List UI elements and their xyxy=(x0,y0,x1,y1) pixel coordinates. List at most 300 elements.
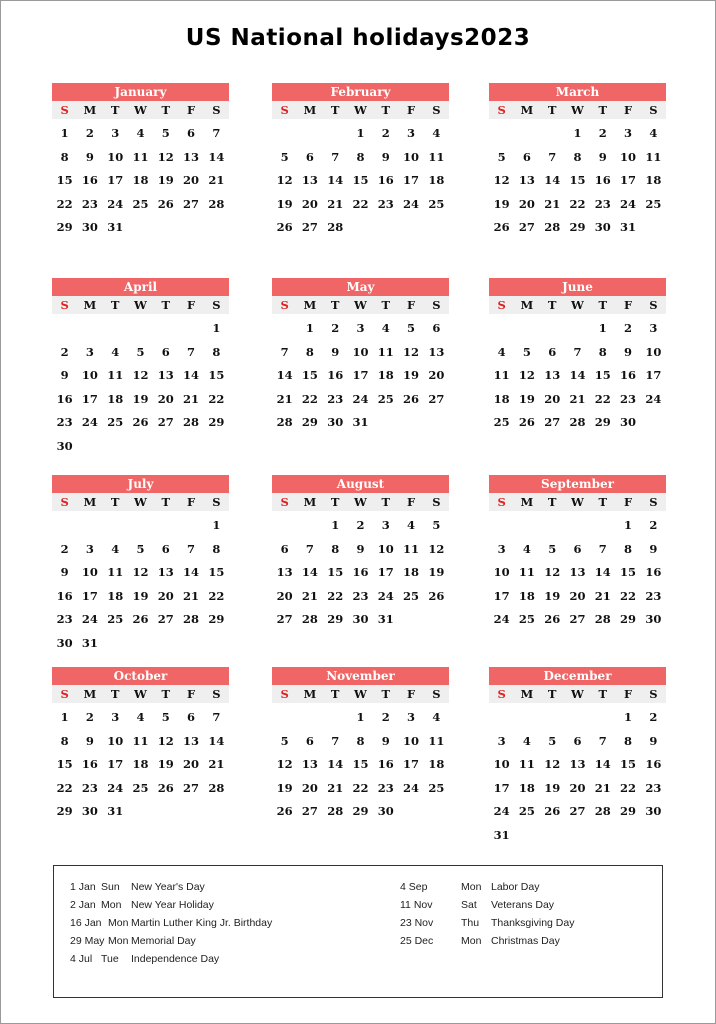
day-cell: 19 xyxy=(157,757,174,772)
empty-cell xyxy=(514,514,539,538)
empty-cell xyxy=(323,122,348,146)
weekday-label: W xyxy=(354,103,367,117)
day-cell: 1 xyxy=(60,710,69,724)
weekday-label: W xyxy=(354,298,367,312)
day-cell: 16 xyxy=(327,368,344,383)
day-cell: 14 xyxy=(594,565,611,580)
weekday-row xyxy=(489,101,666,119)
day-cell: 27 xyxy=(301,220,318,235)
day-cell: 1 xyxy=(60,126,69,140)
holiday-weekday: Mon xyxy=(101,899,122,911)
empty-cell xyxy=(52,514,77,538)
day-cell: 20 xyxy=(157,391,174,406)
day-cell: 20 xyxy=(428,368,445,383)
day-cell: 31 xyxy=(352,415,369,430)
day-cell: 22 xyxy=(569,196,586,211)
day-cell: 20 xyxy=(569,780,586,795)
day-cell: 21 xyxy=(183,391,200,406)
weekday-label: W xyxy=(134,495,147,509)
weekday-label: S xyxy=(280,298,289,312)
day-cell: 16 xyxy=(56,391,73,406)
day-cell: 28 xyxy=(208,196,225,211)
month-header: August xyxy=(272,475,449,493)
weekday-label: S xyxy=(432,495,441,509)
day-cell: 22 xyxy=(208,391,225,406)
holiday-weekday: Mon xyxy=(108,935,129,947)
day-cell: 19 xyxy=(544,780,561,795)
day-cell: 24 xyxy=(645,391,662,406)
weekday-label: F xyxy=(186,495,196,509)
weekday-label: S xyxy=(212,103,221,117)
weekday-label: S xyxy=(649,103,658,117)
day-cell: 18 xyxy=(403,565,420,580)
empty-cell xyxy=(153,317,178,341)
days-grid xyxy=(489,317,666,435)
weekday-label: T xyxy=(547,495,557,509)
day-cell: 5 xyxy=(136,541,145,556)
day-cell: 5 xyxy=(280,733,289,748)
weekday-label: T xyxy=(110,298,120,312)
day-cell: 24 xyxy=(493,804,510,819)
empty-cell xyxy=(297,706,322,730)
day-cell: 31 xyxy=(493,827,510,842)
day-cell: 17 xyxy=(620,173,637,188)
holiday-date: 4 Jul xyxy=(70,953,93,965)
weekday-label: T xyxy=(161,495,171,509)
day-cell: 9 xyxy=(649,541,658,556)
day-cell: 30 xyxy=(594,220,611,235)
empty-cell xyxy=(489,706,514,730)
day-cell: 5 xyxy=(432,518,441,532)
day-cell: 20 xyxy=(183,173,200,188)
weekday-label: T xyxy=(547,298,557,312)
weekday-label: F xyxy=(623,687,633,701)
weekday-label: W xyxy=(571,495,584,509)
day-cell: 28 xyxy=(327,220,344,235)
day-cell: 4 xyxy=(111,344,120,359)
holiday-weekday: Thu xyxy=(461,917,480,929)
month-header: October xyxy=(52,667,229,685)
day-cell: 24 xyxy=(81,612,98,627)
day-cell: 5 xyxy=(136,344,145,359)
day-cell: 5 xyxy=(161,126,170,140)
day-cell: 5 xyxy=(407,321,416,335)
day-cell: 1 xyxy=(624,518,633,532)
holiday-date: 1 Jan xyxy=(70,881,96,893)
empty-cell xyxy=(77,317,102,341)
day-cell: 9 xyxy=(356,541,365,556)
days-grid xyxy=(272,514,449,632)
day-cell: 27 xyxy=(569,612,586,627)
day-cell: 3 xyxy=(649,321,658,335)
day-cell: 15 xyxy=(620,565,637,580)
day-cell: 2 xyxy=(381,710,390,724)
day-cell: 16 xyxy=(594,173,611,188)
days-grid xyxy=(489,122,666,240)
day-cell: 23 xyxy=(620,391,637,406)
day-cell: 8 xyxy=(331,541,340,556)
day-cell: 27 xyxy=(569,804,586,819)
day-cell: 7 xyxy=(212,710,221,724)
day-cell: 20 xyxy=(569,588,586,603)
day-cell: 15 xyxy=(620,757,637,772)
day-cell: 19 xyxy=(132,588,149,603)
day-cell: 7 xyxy=(548,149,557,164)
day-cell: 6 xyxy=(305,149,314,164)
day-cell: 31 xyxy=(81,635,98,650)
day-cell: 21 xyxy=(276,391,293,406)
day-cell: 27 xyxy=(157,415,174,430)
weekday-label: T xyxy=(381,103,391,117)
day-cell: 1 xyxy=(356,710,365,724)
weekday-label: T xyxy=(330,103,340,117)
day-cell: 22 xyxy=(594,391,611,406)
weekday-label: T xyxy=(110,495,120,509)
day-cell: 8 xyxy=(60,733,69,748)
weekday-label: S xyxy=(432,103,441,117)
weekday-label: W xyxy=(571,687,584,701)
day-cell: 29 xyxy=(620,804,637,819)
month-header: December xyxy=(489,667,666,685)
day-cell: 5 xyxy=(280,149,289,164)
day-cell: 24 xyxy=(493,612,510,627)
day-cell: 13 xyxy=(183,733,200,748)
day-cell: 11 xyxy=(428,149,445,164)
day-cell: 9 xyxy=(649,733,658,748)
weekday-label: S xyxy=(60,687,69,701)
empty-cell xyxy=(514,706,539,730)
day-cell: 3 xyxy=(407,710,416,724)
day-cell: 10 xyxy=(493,565,510,580)
empty-cell xyxy=(128,317,153,341)
day-cell: 3 xyxy=(111,710,120,724)
weekday-label: T xyxy=(161,687,171,701)
day-cell: 14 xyxy=(569,368,586,383)
weekday-label: S xyxy=(60,103,69,117)
weekday-label: M xyxy=(83,103,97,117)
day-cell: 25 xyxy=(107,612,124,627)
day-cell: 30 xyxy=(352,612,369,627)
day-cell: 12 xyxy=(132,368,149,383)
weekday-label: S xyxy=(60,495,69,509)
day-cell: 22 xyxy=(352,780,369,795)
holiday-weekday: Sat xyxy=(461,899,477,911)
day-cell: 12 xyxy=(518,368,535,383)
empty-cell xyxy=(565,514,590,538)
day-cell: 30 xyxy=(81,220,98,235)
weekday-label: S xyxy=(649,298,658,312)
day-cell: 24 xyxy=(377,588,394,603)
day-cell: 23 xyxy=(594,196,611,211)
weekday-label: S xyxy=(497,103,506,117)
empty-cell xyxy=(540,706,565,730)
day-cell: 30 xyxy=(56,438,73,453)
weekday-label: M xyxy=(303,298,317,312)
day-cell: 27 xyxy=(183,780,200,795)
holiday-date: 11 Nov xyxy=(400,899,433,911)
day-cell: 14 xyxy=(301,565,318,580)
weekday-row xyxy=(272,296,449,314)
day-cell: 23 xyxy=(377,780,394,795)
day-cell: 14 xyxy=(208,149,225,164)
day-cell: 13 xyxy=(569,565,586,580)
weekday-label: T xyxy=(110,687,120,701)
month-header: June xyxy=(489,278,666,296)
day-cell: 23 xyxy=(56,612,73,627)
days-grid xyxy=(272,317,449,435)
weekday-label: S xyxy=(212,687,221,701)
day-cell: 11 xyxy=(132,149,149,164)
day-cell: 11 xyxy=(518,565,535,580)
weekday-label: F xyxy=(406,687,416,701)
day-cell: 16 xyxy=(377,173,394,188)
day-cell: 15 xyxy=(56,757,73,772)
weekday-row xyxy=(52,101,229,119)
day-cell: 20 xyxy=(157,588,174,603)
day-cell: 7 xyxy=(598,541,607,556)
day-cell: 21 xyxy=(594,588,611,603)
day-cell: 16 xyxy=(352,565,369,580)
day-cell: 26 xyxy=(428,588,445,603)
day-cell: 29 xyxy=(352,804,369,819)
empty-cell xyxy=(590,514,615,538)
day-cell: 26 xyxy=(157,196,174,211)
weekday-label: T xyxy=(110,103,120,117)
weekday-label: T xyxy=(381,687,391,701)
day-cell: 17 xyxy=(81,391,98,406)
day-cell: 21 xyxy=(327,196,344,211)
day-cell: 1 xyxy=(212,518,221,532)
day-cell: 19 xyxy=(428,565,445,580)
weekday-label: S xyxy=(497,495,506,509)
day-cell: 18 xyxy=(428,173,445,188)
weekday-row xyxy=(272,685,449,703)
day-cell: 31 xyxy=(377,612,394,627)
weekday-label: T xyxy=(381,495,391,509)
weekday-label: F xyxy=(406,495,416,509)
day-cell: 1 xyxy=(212,321,221,335)
page-title: US National holidays2023 xyxy=(185,25,531,51)
month-september xyxy=(489,475,666,632)
day-cell: 22 xyxy=(620,588,637,603)
weekday-label: M xyxy=(520,687,534,701)
day-cell: 26 xyxy=(132,612,149,627)
day-cell: 11 xyxy=(493,368,510,383)
day-cell: 8 xyxy=(624,541,633,556)
days-grid xyxy=(52,317,229,459)
day-cell: 2 xyxy=(381,126,390,140)
day-cell: 13 xyxy=(157,565,174,580)
weekday-label: M xyxy=(303,103,317,117)
days-grid xyxy=(272,706,449,824)
day-cell: 20 xyxy=(518,196,535,211)
day-cell: 16 xyxy=(56,588,73,603)
day-cell: 13 xyxy=(569,757,586,772)
holiday-name: Memorial Day xyxy=(131,935,196,947)
weekday-label: M xyxy=(520,495,534,509)
day-cell: 7 xyxy=(187,344,196,359)
day-cell: 16 xyxy=(81,757,98,772)
day-cell: 11 xyxy=(428,733,445,748)
weekday-label: T xyxy=(330,495,340,509)
day-cell: 3 xyxy=(407,126,416,140)
day-cell: 9 xyxy=(85,149,94,164)
day-cell: 20 xyxy=(544,391,561,406)
day-cell: 30 xyxy=(645,612,662,627)
day-cell: 31 xyxy=(620,220,637,235)
day-cell: 19 xyxy=(157,173,174,188)
holiday-name: Veterans Day xyxy=(491,899,555,911)
day-cell: 6 xyxy=(573,733,582,748)
day-cell: 28 xyxy=(276,415,293,430)
weekday-row xyxy=(272,493,449,511)
day-cell: 19 xyxy=(276,196,293,211)
day-cell: 3 xyxy=(624,126,633,140)
day-cell: 25 xyxy=(518,612,535,627)
day-cell: 10 xyxy=(493,757,510,772)
day-cell: 24 xyxy=(352,391,369,406)
days-grid xyxy=(489,706,666,848)
weekday-label: T xyxy=(547,103,557,117)
day-cell: 13 xyxy=(544,368,561,383)
day-cell: 17 xyxy=(493,780,510,795)
day-cell: 15 xyxy=(594,368,611,383)
day-cell: 14 xyxy=(327,757,344,772)
day-cell: 30 xyxy=(327,415,344,430)
empty-cell xyxy=(565,706,590,730)
weekday-label: S xyxy=(432,687,441,701)
day-cell: 29 xyxy=(56,804,73,819)
weekday-row xyxy=(52,685,229,703)
day-cell: 25 xyxy=(377,391,394,406)
empty-cell xyxy=(272,514,297,538)
weekday-label: M xyxy=(520,298,534,312)
day-cell: 3 xyxy=(356,321,365,335)
day-cell: 8 xyxy=(356,733,365,748)
day-cell: 25 xyxy=(645,196,662,211)
holiday-name: Thanksgiving Day xyxy=(491,917,575,929)
day-cell: 13 xyxy=(428,344,445,359)
day-cell: 29 xyxy=(327,612,344,627)
day-cell: 6 xyxy=(187,710,196,724)
day-cell: 25 xyxy=(107,415,124,430)
day-cell: 28 xyxy=(327,804,344,819)
day-cell: 4 xyxy=(432,126,441,140)
day-cell: 10 xyxy=(377,541,394,556)
empty-cell xyxy=(323,706,348,730)
month-january xyxy=(52,83,229,240)
day-cell: 14 xyxy=(544,173,561,188)
day-cell: 23 xyxy=(377,196,394,211)
day-cell: 27 xyxy=(428,391,445,406)
day-cell: 18 xyxy=(493,391,510,406)
day-cell: 26 xyxy=(518,415,535,430)
weekday-label: S xyxy=(212,298,221,312)
day-cell: 25 xyxy=(428,196,445,211)
day-cell: 7 xyxy=(280,344,289,359)
day-cell: 15 xyxy=(569,173,586,188)
day-cell: 11 xyxy=(518,757,535,772)
day-cell: 25 xyxy=(428,780,445,795)
month-header: November xyxy=(272,667,449,685)
day-cell: 26 xyxy=(544,804,561,819)
weekday-label: T xyxy=(161,103,171,117)
day-cell: 9 xyxy=(331,344,340,359)
day-cell: 18 xyxy=(107,588,124,603)
day-cell: 16 xyxy=(645,565,662,580)
day-cell: 24 xyxy=(81,415,98,430)
month-july xyxy=(52,475,229,656)
weekday-label: F xyxy=(186,298,196,312)
month-august xyxy=(272,475,449,632)
day-cell: 6 xyxy=(305,733,314,748)
day-cell: 28 xyxy=(183,612,200,627)
day-cell: 2 xyxy=(60,344,69,359)
day-cell: 31 xyxy=(107,804,124,819)
weekday-label: W xyxy=(134,687,147,701)
weekday-label: M xyxy=(520,103,534,117)
day-cell: 17 xyxy=(645,368,662,383)
empty-cell xyxy=(103,317,128,341)
day-cell: 12 xyxy=(544,565,561,580)
holiday-date: 16 Jan xyxy=(70,917,102,929)
day-cell: 16 xyxy=(645,757,662,772)
day-cell: 21 xyxy=(569,391,586,406)
day-cell: 13 xyxy=(276,565,293,580)
day-cell: 27 xyxy=(544,415,561,430)
day-cell: 23 xyxy=(645,780,662,795)
weekday-label: W xyxy=(354,687,367,701)
day-cell: 3 xyxy=(85,344,94,359)
day-cell: 17 xyxy=(403,757,420,772)
day-cell: 1 xyxy=(356,126,365,140)
holiday-name: Martin Luther King Jr. Birthday xyxy=(131,917,273,929)
weekday-label: F xyxy=(406,298,416,312)
weekday-row xyxy=(52,296,229,314)
month-header: May xyxy=(272,278,449,296)
days-grid xyxy=(52,706,229,824)
holiday-weekday: Mon xyxy=(461,935,482,947)
day-cell: 29 xyxy=(594,415,611,430)
day-cell: 26 xyxy=(544,612,561,627)
empty-cell xyxy=(272,122,297,146)
day-cell: 28 xyxy=(183,415,200,430)
day-cell: 19 xyxy=(403,368,420,383)
day-cell: 4 xyxy=(432,710,441,724)
day-cell: 27 xyxy=(518,220,535,235)
holiday-name: Independence Day xyxy=(131,953,220,965)
weekday-label: S xyxy=(649,687,658,701)
day-cell: 28 xyxy=(594,804,611,819)
day-cell: 8 xyxy=(212,344,221,359)
holiday-name: Christmas Day xyxy=(491,935,560,947)
empty-cell xyxy=(540,514,565,538)
day-cell: 12 xyxy=(544,757,561,772)
day-cell: 27 xyxy=(276,612,293,627)
day-cell: 29 xyxy=(208,612,225,627)
weekday-label: M xyxy=(83,495,97,509)
weekday-label: S xyxy=(649,495,658,509)
day-cell: 23 xyxy=(645,588,662,603)
day-cell: 1 xyxy=(573,126,582,140)
day-cell: 17 xyxy=(377,565,394,580)
day-cell: 2 xyxy=(649,710,658,724)
day-cell: 17 xyxy=(352,368,369,383)
day-cell: 9 xyxy=(381,149,390,164)
day-cell: 22 xyxy=(620,780,637,795)
day-cell: 31 xyxy=(107,220,124,235)
day-cell: 12 xyxy=(157,733,174,748)
